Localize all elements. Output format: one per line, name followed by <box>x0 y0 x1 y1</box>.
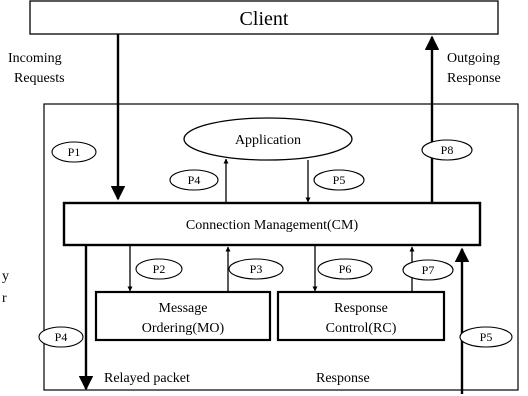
client-label: Client <box>239 8 289 30</box>
port-p2-label: P2 <box>152 262 166 276</box>
outgoing-label-line1: Outgoing <box>447 51 500 66</box>
outgoing-label-line2: Response <box>447 71 501 86</box>
port-p6 <box>318 259 372 279</box>
response-control-label-line1: Response <box>334 301 388 316</box>
port-p3 <box>229 259 283 279</box>
port-p8-label: P8 <box>440 143 454 157</box>
response-label: Response <box>316 371 370 386</box>
port-p7 <box>403 260 453 280</box>
port-p6-label: P6 <box>338 262 352 276</box>
incoming-label-line2: Requests <box>14 71 65 86</box>
message-ordering-label-line2: Ordering(MO) <box>141 321 225 336</box>
side-label-r: r <box>2 291 7 306</box>
port-p2 <box>136 259 182 279</box>
port-p4-top <box>170 170 218 190</box>
port-p8 <box>422 140 472 160</box>
port-p4-bottom-label: P4 <box>54 330 68 344</box>
application-label: Application <box>234 133 302 148</box>
port-p5-top-label: P5 <box>332 173 346 187</box>
port-p4-top-label: P4 <box>187 173 201 187</box>
port-p4-bottom <box>39 327 83 347</box>
response-control-label-line2: Control(RC) <box>325 321 397 336</box>
port-p1-label: P1 <box>67 145 81 159</box>
port-p5-bottom <box>460 327 512 347</box>
port-p3-label: P3 <box>249 262 263 276</box>
side-label-y: y <box>2 269 9 284</box>
port-p7-label: P7 <box>421 263 435 277</box>
connection-management-label: Connection Management(CM) <box>185 218 359 233</box>
message-ordering-label-line1: Message <box>158 301 208 316</box>
port-p5-bottom-label: P5 <box>479 330 493 344</box>
relayed-packet-label: Relayed packet <box>104 371 190 386</box>
port-p5-top <box>314 170 364 190</box>
incoming-label-line1: Incoming <box>8 51 62 66</box>
port-p1 <box>52 142 96 162</box>
